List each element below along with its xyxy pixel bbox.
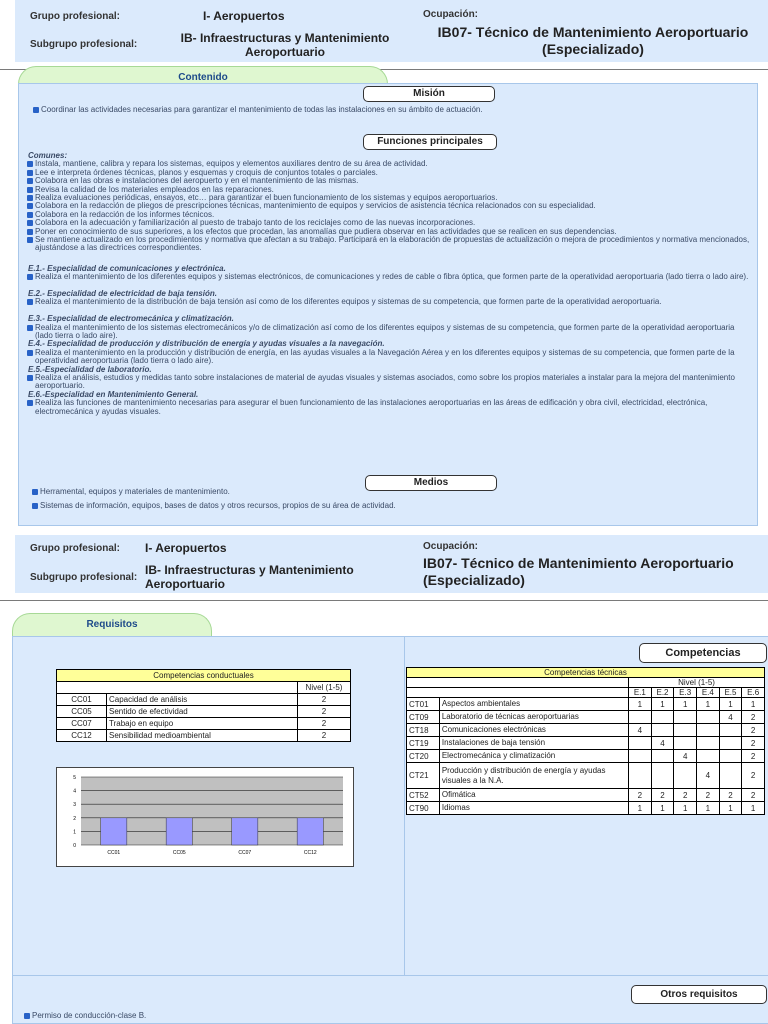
cc-code: CC12 <box>57 730 107 742</box>
ct-nivel <box>697 737 720 750</box>
chart-ytick-label: 0 <box>73 843 76 849</box>
conductual-row <box>57 694 351 706</box>
ct-nivel: 2 <box>742 763 765 789</box>
ct-name: Ofimática <box>439 789 628 802</box>
chart-xtick-label: CC07 <box>238 850 252 856</box>
ct-nivel <box>674 724 697 737</box>
ct-nivel <box>719 724 742 737</box>
subgrupo-label-2: Subgrupo profesional: <box>30 572 138 583</box>
ct-nivel: 2 <box>742 737 765 750</box>
especialidad-text: Realiza las funciones de mantenimiento necesarias para asegurar el buen funcionamiento de las instalaciones aeroportuarias en las áreas de edificación y obra civil, electricidad, electrónica, electromecánica y ayudas visuales. <box>35 399 751 416</box>
comunes-item: Poner en conocimiento de sus superiores, a los efectos que procedan, las anomalías que pudiera observar en las actividades que se realicen en sus dependencias. <box>35 228 751 236</box>
divider-2 <box>0 600 768 601</box>
medios-item-2: Sistemas de información, equipos, bases de datos y otros recursos, propios de su área de actividad. <box>40 502 740 510</box>
ct-nivel <box>651 724 674 737</box>
conductual-row <box>57 706 351 718</box>
ct-nivel: 1 <box>629 698 652 711</box>
ct-code: CT09 <box>407 711 440 724</box>
ct-nivel: 2 <box>674 789 697 802</box>
grupo-label-2: Grupo profesional: <box>30 543 120 554</box>
mision-text: Coordinar las actividades necesarias para garantizar el mantenimiento de todas las instalaciones en su ámbito de actuación. <box>41 106 741 114</box>
ct-nivel: 1 <box>674 802 697 815</box>
tecnica-row <box>407 763 765 789</box>
ct-code: CT20 <box>407 750 440 763</box>
tab-contenido-label: Contenido <box>178 72 228 83</box>
cc-code: CC01 <box>57 694 107 706</box>
ct-name: Producción y distribución de energía y ayudas visuales a la N.A. <box>439 763 628 789</box>
tecnicas-nivel-header: Nivel (1-5) <box>629 678 765 688</box>
tecnica-row <box>407 802 765 815</box>
ct-nivel <box>629 737 652 750</box>
tecnicas-col-header: E.2 <box>651 688 674 698</box>
ocupacion-label: Ocupación: <box>423 9 479 20</box>
competencias-heading: Competencias <box>639 643 767 663</box>
ct-name: Laboratorio de técnicas aeroportuarias <box>439 711 628 724</box>
ct-nivel: 1 <box>651 802 674 815</box>
tecnica-row <box>407 789 765 802</box>
comunes-label: Comunes: <box>28 151 68 160</box>
ct-name: Comunicaciones electrónicas <box>439 724 628 737</box>
especialidad-text: Realiza el mantenimiento en la producción y distribución de energía, en las ayudas visuales a la Navegación Aérea y en los diferentes equipos y sistemas de su competencia, que formen parte de la operatividad aeroportuaria (lado tierra o lado aire). <box>35 349 751 366</box>
ct-code: CT21 <box>407 763 440 789</box>
ct-code: CT90 <box>407 802 440 815</box>
ct-nivel <box>697 724 720 737</box>
chart-ytick-label: 5 <box>73 775 76 781</box>
ct-nivel <box>651 763 674 789</box>
especialidad-text: Realiza el mantenimiento de los sistemas electromecánicos y/o de climatización así como de los diferentes equipos y sistemas de su competencia, que formen parte de la operatividad aeroportuaria (lado tierra o lado aire). <box>35 324 751 341</box>
ct-nivel: 2 <box>742 711 765 724</box>
chart-ytick-label: 4 <box>73 788 76 795</box>
tecnica-row <box>407 698 765 711</box>
chart-bar <box>166 818 192 845</box>
comunes-item: Se mantiene actualizado en los procedimientos y normativa que afectan a su trabajo. Participará en la elaboración de propuestas de actualización o mejora de procedimientos y normativa mencionados, ajustándose a las directrices correspondientes. <box>35 235 750 253</box>
chart-ytick-label: 3 <box>73 802 76 809</box>
ct-nivel <box>719 737 742 750</box>
funciones-heading: Funciones principales <box>363 134 497 150</box>
ct-nivel <box>719 763 742 789</box>
ct-nivel <box>651 750 674 763</box>
ct-nivel: 4 <box>697 763 720 789</box>
ct-nivel <box>651 711 674 724</box>
especialidad-title: E.1.- Especialidad de comunicaciones y electrónica. <box>28 263 226 273</box>
otros-item-1: Permiso de conducción-clase B. <box>32 1012 432 1020</box>
cc-name: Sensibilidad medioambiental <box>107 730 298 742</box>
ct-nivel: 2 <box>697 789 720 802</box>
otros-requisitos-heading: Otros requisitos <box>631 985 767 1004</box>
subgrupo-value-2: IB- Infraestructuras y Mantenimiento Aeroportuario <box>145 563 354 591</box>
medios-heading: Medios <box>365 475 497 491</box>
cc-name: Sentido de efectividad <box>107 706 298 718</box>
comunes-item: Colabora en la redacción de pliegos de prescripciones técnicas, mantenimiento de equipos y servicios de asistencia técnica relacionados con su especialidad. <box>35 202 751 210</box>
cc-nivel: 2 <box>298 730 351 742</box>
cc-code: CC07 <box>57 718 107 730</box>
chart-xtick-label: CC12 <box>303 850 317 856</box>
ct-name: Aspectos ambientales <box>439 698 628 711</box>
comunes-item: Colabora en la redacción de los informes técnicos. <box>35 211 751 219</box>
ct-nivel: 1 <box>742 698 765 711</box>
chart-bar <box>101 818 127 845</box>
ct-nivel: 2 <box>742 750 765 763</box>
tecnica-row <box>407 724 765 737</box>
subgrupo-value: IB- Infraestructuras y Mantenimiento Aeroportuario <box>180 31 390 59</box>
competencias-tecnicas-table <box>406 667 765 815</box>
ct-name: Idiomas <box>439 802 628 815</box>
especialidad-title: E.3.- Especialidad de electromecánica y climatización. <box>28 314 234 324</box>
cc-name: Trabajo en equipo <box>107 718 298 730</box>
medios-item-1: Herramental, equipos y materiales de mantenimiento. <box>40 488 740 496</box>
especialidad-text: Realiza el mantenimiento de los diferentes equipos y sistemas electrónicos, de comunicaciones y redes de cable o fibra óptica, que formen parte de la operatividad aeroportuaria (lado tierra o lado aire). <box>35 273 751 281</box>
competencias-conductuales-table <box>56 669 351 742</box>
tecnicas-col-header: E.1 <box>629 688 652 698</box>
chart-bar <box>297 818 323 845</box>
tecnicas-col-header: E.3 <box>674 688 697 698</box>
ct-name: Instalaciones de baja tensión <box>439 737 628 750</box>
tecnica-row <box>407 711 765 724</box>
tecnica-row <box>407 737 765 750</box>
ct-nivel: 2 <box>719 789 742 802</box>
especialidad-title: E.4.- Especialidad de producción y distribución de energía y ayudas visuales a la navegación. <box>28 339 385 349</box>
ct-nivel: 2 <box>651 789 674 802</box>
tab-requisitos-label: Requisitos <box>86 619 138 630</box>
conductuales-title: Competencias conductuales <box>57 670 351 682</box>
contenido-panel <box>18 83 758 526</box>
conductuales-nivel-header: Nivel (1-5) <box>298 682 351 694</box>
cc-nivel: 2 <box>298 706 351 718</box>
comunes-item: Realiza evaluaciones periódicas, ensayos, etc… para garantizar el buen funcionamiento de los sistemas y equipos aeroportuarios. <box>35 194 751 202</box>
ocupacion-label-2: Ocupación: <box>423 541 479 552</box>
comunes-item: Revisa la calidad de los materiales empleados en las reparaciones. <box>35 186 751 194</box>
nivel-chart <box>56 767 354 867</box>
nivel-bar-chart <box>57 768 353 866</box>
ct-nivel: 2 <box>742 724 765 737</box>
especialidad-title: E.6.-Especialidad en Mantenimiento General. <box>28 389 199 399</box>
requisitos-divider <box>404 637 405 975</box>
requisitos-panel <box>12 636 768 1024</box>
ct-name: Electromecánica y climatización <box>439 750 628 763</box>
cc-name: Capacidad de análisis <box>107 694 298 706</box>
grupo-value-2: I- Aeropuertos <box>145 541 227 555</box>
chart-bar <box>232 818 258 845</box>
cc-code: CC05 <box>57 706 107 718</box>
mision-heading: Misión <box>363 86 495 102</box>
comunes-item: Colabora en las obras e instalaciones del aeropuerto y en el mantenimiento de las mismas. <box>35 177 751 185</box>
ct-nivel: 1 <box>697 802 720 815</box>
chart-xtick-label: CC05 <box>172 850 186 856</box>
chart-ytick-label: 1 <box>73 829 76 836</box>
ct-nivel <box>629 711 652 724</box>
ct-nivel: 1 <box>651 698 674 711</box>
tab-requisitos[interactable] <box>12 613 212 637</box>
ct-nivel: 2 <box>742 789 765 802</box>
ct-nivel: 1 <box>629 802 652 815</box>
ct-nivel <box>719 750 742 763</box>
ct-nivel: 4 <box>719 711 742 724</box>
ct-nivel: 1 <box>674 698 697 711</box>
ct-nivel: 1 <box>697 698 720 711</box>
ct-nivel: 1 <box>719 802 742 815</box>
comunes-item: Lee e interpreta órdenes técnicas, planos y esquemas y croquis de conjuntos totales o parciales. <box>35 169 751 177</box>
grupo-value: I- Aeropuertos <box>203 9 285 23</box>
ct-nivel: 4 <box>674 750 697 763</box>
chart-ytick-label: 2 <box>73 815 76 822</box>
ct-code: CT19 <box>407 737 440 750</box>
tecnicas-title: Competencias técnicas <box>407 668 765 678</box>
otros-divider <box>13 975 768 976</box>
ct-nivel <box>697 711 720 724</box>
ct-nivel <box>674 737 697 750</box>
ocupacion-value: IB07- Técnico de Mantenimiento Aeroportuario (Especializado) <box>437 24 749 57</box>
grupo-label: Grupo profesional: <box>30 11 120 22</box>
subgrupo-label: Subgrupo profesional: <box>30 39 138 50</box>
ct-nivel: 1 <box>719 698 742 711</box>
tecnicas-col-header: E.5 <box>719 688 742 698</box>
especialidad-title: E.2.- Especialidad de electricidad de baja tensión. <box>28 289 217 298</box>
ct-nivel: 2 <box>629 789 652 802</box>
ct-nivel: 1 <box>742 802 765 815</box>
ocupacion-value-2: IB07- Técnico de Mantenimiento Aeroportuario (Especializado) <box>423 555 734 588</box>
conductual-row <box>57 718 351 730</box>
especialidad-text: Realiza el mantenimiento de la distribución de baja tensión así como de los diferentes equipos y sistemas de su competencia, que formen parte de la operatividad aeroportuaria. <box>35 298 751 306</box>
conductual-row <box>57 730 351 742</box>
ct-code: CT01 <box>407 698 440 711</box>
tecnicas-col-header: E.6 <box>742 688 765 698</box>
ct-nivel <box>674 711 697 724</box>
header-top <box>15 0 768 62</box>
chart-xtick-label: CC01 <box>107 850 121 856</box>
ct-nivel <box>629 750 652 763</box>
ct-code: CT18 <box>407 724 440 737</box>
cc-nivel: 2 <box>298 694 351 706</box>
comunes-item: Colabora en la adecuación y familiarización al puesto de trabajo tanto de los reciclajes como de las nuevas incorporaciones. <box>35 219 751 227</box>
tecnica-row <box>407 750 765 763</box>
comunes-item: Instala, mantiene, calibra y repara los sistemas, equipos y elementos auxiliares dentro de su área de actividad. <box>35 160 751 168</box>
ct-nivel <box>674 763 697 789</box>
ct-nivel <box>697 750 720 763</box>
ct-nivel: 4 <box>629 724 652 737</box>
header-second <box>15 535 768 593</box>
ct-code: CT52 <box>407 789 440 802</box>
cc-nivel: 2 <box>298 718 351 730</box>
ct-nivel <box>629 763 652 789</box>
tecnicas-col-header: E.4 <box>697 688 720 698</box>
especialidad-title: E.5.-Especialidad de laboratorio. <box>28 364 152 374</box>
ct-nivel: 4 <box>651 737 674 750</box>
especialidad-text: Realiza el análisis, estudios y medidas tanto sobre instalaciones de material de ayudas visuales y sistemas asociados, como sobre los propios materiales a instalar para la mejora del mantenimiento aeroportuario. <box>35 374 751 391</box>
